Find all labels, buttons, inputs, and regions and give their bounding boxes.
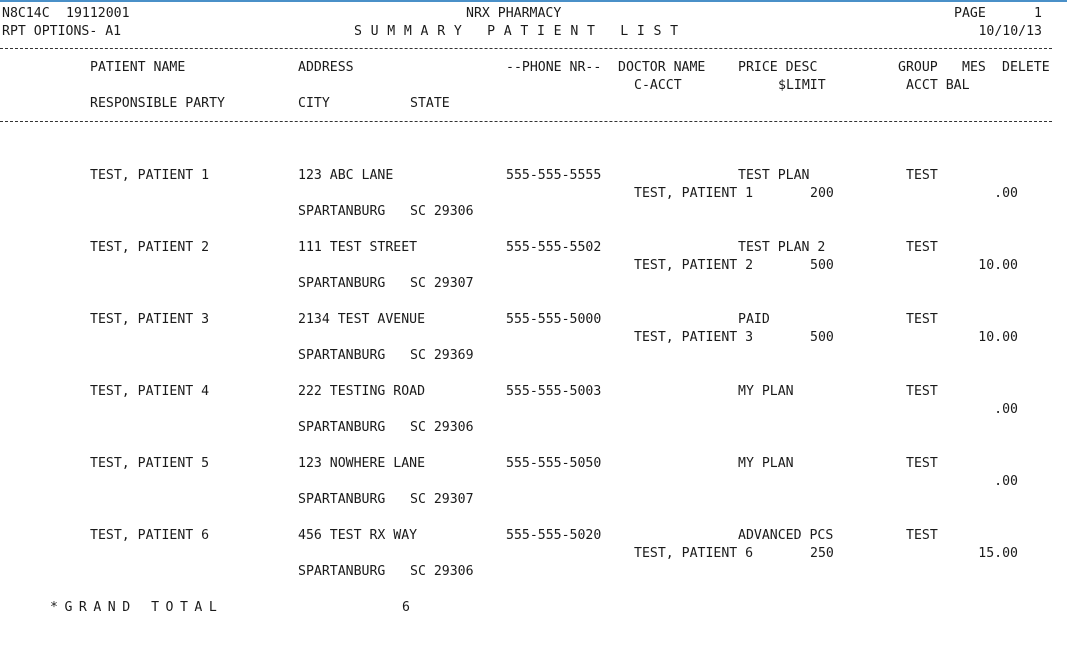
- col-price-desc: PRICE DESC: [738, 60, 818, 75]
- c-acct: TEST, PATIENT 1: [634, 186, 754, 201]
- report-date: 10/10/13: [978, 24, 1042, 39]
- city: SPARTANBURG: [298, 276, 386, 291]
- col-phone: --PHONE NR--: [506, 60, 602, 75]
- c-acct: TEST, PATIENT 2: [634, 258, 754, 273]
- grand-total-label: *GRAND TOTAL: [50, 600, 224, 615]
- col-address: ADDRESS: [298, 60, 354, 75]
- col-state: STATE: [410, 96, 450, 111]
- state-zip: SC 29369: [410, 348, 474, 363]
- pharmacy-name: NRX PHARMACY: [466, 6, 562, 21]
- state-zip: SC 29306: [410, 420, 474, 435]
- price-desc: MY PLAN: [738, 384, 794, 399]
- city: SPARTANBURG: [298, 564, 386, 579]
- col-city: CITY: [298, 96, 330, 111]
- group: TEST: [906, 240, 938, 255]
- state-zip: SC 29307: [410, 492, 474, 507]
- group: TEST: [906, 456, 938, 471]
- state-zip: SC 29306: [410, 564, 474, 579]
- patient-phone: 555-555-5050: [506, 456, 602, 471]
- rpt-options: RPT OPTIONS- A1: [2, 24, 122, 39]
- city: SPARTANBURG: [298, 492, 386, 507]
- group: TEST: [906, 168, 938, 183]
- page-label: PAGE: [954, 6, 986, 21]
- patient-name: TEST, PATIENT 4: [90, 384, 210, 399]
- patient-phone: 555-555-5502: [506, 240, 602, 255]
- window-top-border: [0, 0, 1067, 2]
- city: SPARTANBURG: [298, 420, 386, 435]
- price-desc: TEST PLAN: [738, 168, 810, 183]
- patient-name: TEST, PATIENT 2: [90, 240, 210, 255]
- col-doctor-name: DOCTOR NAME: [618, 60, 706, 75]
- header-rule-top: [0, 48, 1052, 49]
- state-zip: SC 29306: [410, 204, 474, 219]
- limit: 200: [810, 186, 834, 201]
- c-acct: TEST, PATIENT 3: [634, 330, 754, 345]
- city: SPARTANBURG: [298, 348, 386, 363]
- patient-name: TEST, PATIENT 5: [90, 456, 210, 471]
- patient-phone: 555-555-5000: [506, 312, 602, 327]
- grand-total-value: 6: [402, 600, 410, 615]
- price-desc: TEST PLAN 2: [738, 240, 826, 255]
- price-desc: ADVANCED PCS: [738, 528, 834, 543]
- patient-name: TEST, PATIENT 3: [90, 312, 210, 327]
- run-number: 19112001: [66, 6, 130, 21]
- acct-balance: 15.00: [978, 546, 1018, 561]
- patient-address: 123 ABC LANE: [298, 168, 394, 183]
- col-group: GROUP: [898, 60, 938, 75]
- patient-phone: 555-555-5555: [506, 168, 602, 183]
- patient-address: 456 TEST RX WAY: [298, 528, 418, 543]
- acct-balance: .00: [994, 474, 1018, 489]
- patient-name: TEST, PATIENT 6: [90, 528, 210, 543]
- acct-balance: 10.00: [978, 258, 1018, 273]
- city: SPARTANBURG: [298, 204, 386, 219]
- patient-name: TEST, PATIENT 1: [90, 168, 210, 183]
- patient-address: 2134 TEST AVENUE: [298, 312, 426, 327]
- state-zip: SC 29307: [410, 276, 474, 291]
- header-rule-bottom: [0, 121, 1052, 122]
- group: TEST: [906, 312, 938, 327]
- col-c-acct: C-ACCT: [634, 78, 682, 93]
- group: TEST: [906, 384, 938, 399]
- report-title: SUMMARY PATIENT LIST: [354, 24, 687, 39]
- col-patient-name: PATIENT NAME: [90, 60, 186, 75]
- page-number: 1: [1034, 6, 1042, 21]
- price-desc: MY PLAN: [738, 456, 794, 471]
- acct-balance: .00: [994, 186, 1018, 201]
- col-limit: $LIMIT: [778, 78, 826, 93]
- acct-balance: .00: [994, 402, 1018, 417]
- acct-balance: 10.00: [978, 330, 1018, 345]
- patient-phone: 555-555-5003: [506, 384, 602, 399]
- col-responsible-party: RESPONSIBLE PARTY: [90, 96, 225, 111]
- price-desc: PAID: [738, 312, 770, 327]
- c-acct: TEST, PATIENT 6: [634, 546, 754, 561]
- patient-address: 111 TEST STREET: [298, 240, 418, 255]
- program-id: N8C14C: [2, 6, 50, 21]
- limit: 250: [810, 546, 834, 561]
- patient-address: 123 NOWHERE LANE: [298, 456, 426, 471]
- col-acct-bal: ACCT BAL: [906, 78, 970, 93]
- col-delete: DELETE: [1002, 60, 1050, 75]
- patient-phone: 555-555-5020: [506, 528, 602, 543]
- group: TEST: [906, 528, 938, 543]
- col-mes: MES: [962, 60, 986, 75]
- limit: 500: [810, 258, 834, 273]
- patient-address: 222 TESTING ROAD: [298, 384, 426, 399]
- limit: 500: [810, 330, 834, 345]
